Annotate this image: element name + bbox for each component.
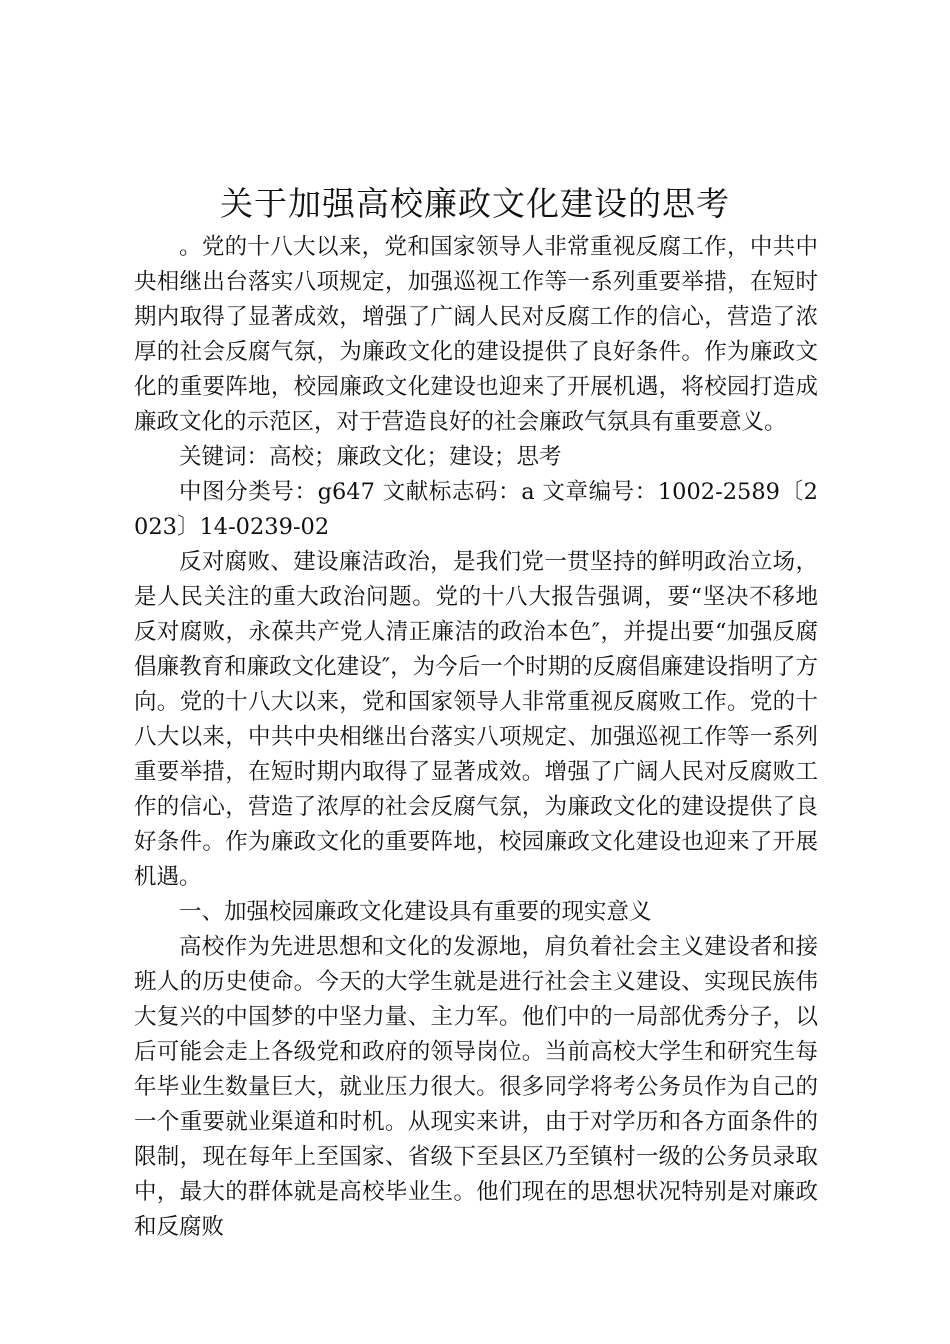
document-title: 关于加强高校廉政文化建设的思考: [220, 184, 730, 223]
section-heading: 一、加强校园廉政文化建设具有重要的现实意义: [179, 899, 652, 925]
body-paragraph-1: 反对腐败、建设廉洁政治，是我们党一贯坚持的鲜明政治立场，是人民关注的重大政治问题。党的十八大报告强调，要“坚决不移地反对腐败，永葆共产党人清正廉洁的政治本色″，并提出要“加强反腐倡廉教育和廉政文化建设″，为今后一个时期的反腐倡廉建设指明了方向。党的十八大以来，党和国家领导人非常重视反腐败工作。党的十八大以来，中共中央相继出台落实八项规定、加强巡视工作等一系列重要举措，在短时期内取得了显著成效。增强了广阔人民对反腐败工作的信心，营造了浓厚的社会反腐气氛，为廉政文化的建设提供了良好条件。作为廉政文化的重要阵地，校园廉政文化建设也迎来了开展机遇。: [134, 549, 818, 890]
abstract-paragraph: 。党的十八大以来，党和国家领导人非常重视反腐工作，中共中央相继出台落实八项规定，加强巡视工作等一系列重要举措，在短时期内取得了显著成效，增强了广阔人民对反腐工作的信心，营造了浓厚的社会反腐气氛，为廉政文化的建设提供了良好条件。作为廉政文化的重要阵地，校园廉政文化建设也迎来了开展机遇，将校园打造成廉政文化的示范区，对于营造良好的社会廉政气氛具有重要意义。: [134, 234, 818, 435]
document-body: [134, 230, 818, 1245]
classification-line: 中图分类号：g647 文献标志码：a 文章编号：1002-2589〔2023〕14-0239-02: [134, 479, 818, 540]
keywords-line: 关键词：高校；廉政文化；建设；思考: [179, 444, 562, 470]
body-paragraph-2: 高校作为先进思想和文化的发源地，肩负着社会主义建设者和接班人的历史使命。今天的大学生就是进行社会主义建设、实现民族伟大复兴的中国梦的中坚力量、主力军。他们中的一局部优秀分子，以后可能会走上各级党和政府的领导岗位。当前高校大学生和研究生每年毕业生数量巨大，就业压力很大。很多同学将考公务员作为自己的一个重要就业渠道和时机。从现实来讲，由于对学历和各方面条件的限制，现在每年上至国家、省级下至县区乃至镇村一级的公务员录取中，最大的群体就是高校毕业生。他们现在的思想状况特别是对廉政和反腐败: [134, 934, 818, 1240]
